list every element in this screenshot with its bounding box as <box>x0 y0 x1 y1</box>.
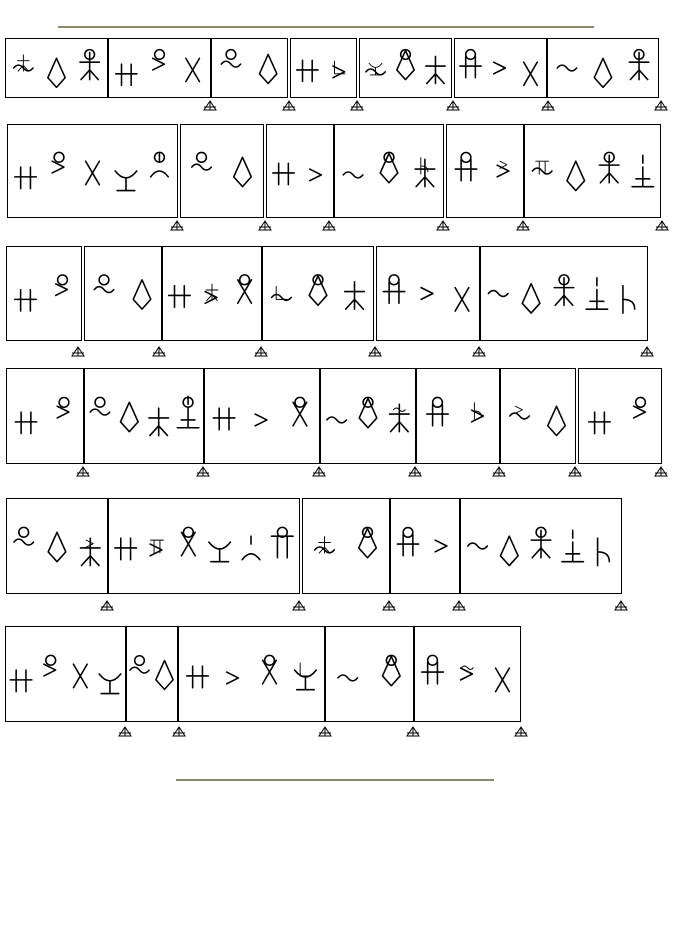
deity-glyph-box <box>5 626 126 722</box>
deity-glyph-box <box>547 38 659 98</box>
glyph-script <box>481 247 647 340</box>
glyph-script <box>127 627 177 721</box>
triangle-marker-icon <box>408 466 422 477</box>
glyph-script <box>303 499 389 593</box>
deity-marker <box>100 600 114 611</box>
glyph-script <box>109 39 210 97</box>
deity-glyph-box <box>6 368 84 464</box>
deity-marker <box>292 600 306 611</box>
triangle-marker-icon <box>406 726 420 737</box>
glyph-script <box>326 627 413 721</box>
glyph-script <box>360 39 451 97</box>
deity-glyph-box <box>108 38 211 98</box>
deity-marker <box>436 220 450 231</box>
triangle-marker-icon <box>292 600 306 611</box>
deity-marker <box>514 726 528 737</box>
triangle-marker-icon <box>368 346 382 357</box>
glyph-script <box>321 369 415 463</box>
glyph-script <box>179 627 324 721</box>
deity-glyph-box <box>162 246 262 341</box>
glyph-script <box>415 627 520 721</box>
glyph-script <box>85 369 203 463</box>
deity-marker <box>655 220 669 231</box>
glyph-script <box>455 39 546 97</box>
deity-marker <box>516 220 530 231</box>
triangle-marker-icon <box>654 100 668 111</box>
triangle-marker-icon <box>514 726 528 737</box>
glyph-script <box>377 247 479 340</box>
triangle-marker-icon <box>382 600 396 611</box>
glyph-script <box>291 39 356 97</box>
deity-glyph-box <box>500 368 576 464</box>
deity-glyph-box <box>446 124 524 218</box>
deity-glyph-box <box>211 38 288 98</box>
deity-glyph-box <box>126 626 178 722</box>
title-underline <box>58 26 594 28</box>
triangle-marker-icon <box>196 466 210 477</box>
triangle-marker-icon <box>492 466 506 477</box>
glyph-script <box>85 247 161 340</box>
triangle-marker-icon <box>100 600 114 611</box>
triangle-marker-icon <box>654 466 668 477</box>
deity-glyph-box <box>334 124 444 218</box>
deity-marker <box>472 346 486 357</box>
deity-glyph-box <box>454 38 547 98</box>
glyph-script <box>6 39 107 97</box>
deity-glyph-box <box>480 246 648 341</box>
glyph-script <box>447 125 523 217</box>
deity-marker <box>322 220 336 231</box>
deity-marker <box>446 100 460 111</box>
deity-glyph-box <box>108 498 300 594</box>
glyph-script <box>7 369 83 463</box>
glyph-script <box>212 39 287 97</box>
glyph-script <box>8 125 177 217</box>
glyph-script <box>548 39 658 97</box>
deity-marker <box>254 346 268 357</box>
deity-glyph-box <box>6 246 82 341</box>
deity-marker <box>172 726 186 737</box>
triangle-marker-icon <box>436 220 450 231</box>
deity-marker <box>654 466 668 477</box>
deity-glyph-box <box>359 38 452 98</box>
triangle-marker-icon <box>350 100 364 111</box>
triangle-marker-icon <box>322 220 336 231</box>
other-beings-underline <box>176 779 494 781</box>
triangle-marker-icon <box>614 600 628 611</box>
triangle-marker-icon <box>170 220 184 231</box>
glyph-script <box>335 125 443 217</box>
deity-glyph-box <box>460 498 622 594</box>
glyph-script <box>391 499 459 593</box>
glyph-script <box>501 369 575 463</box>
glyph-script <box>7 499 107 593</box>
glyph-script <box>205 369 319 463</box>
deity-marker <box>382 600 396 611</box>
deity-glyph-box <box>84 246 162 341</box>
triangle-marker-icon <box>118 726 132 737</box>
deity-glyph-box <box>262 246 374 341</box>
triangle-marker-icon <box>568 466 582 477</box>
deity-marker <box>76 466 90 477</box>
deity-glyph-box <box>7 124 178 218</box>
deity-glyph-box <box>5 38 108 98</box>
deity-marker <box>152 346 166 357</box>
deity-glyph-box <box>302 498 390 594</box>
triangle-marker-icon <box>203 100 217 111</box>
deity-marker <box>170 220 184 231</box>
deity-marker <box>118 726 132 737</box>
triangle-marker-icon <box>254 346 268 357</box>
deity-glyph-box <box>266 124 334 218</box>
triangle-marker-icon <box>452 600 466 611</box>
triangle-marker-icon <box>282 100 296 111</box>
deity-glyph-box <box>325 626 414 722</box>
deity-glyph-box <box>376 246 480 341</box>
deity-glyph-box <box>204 368 320 464</box>
deity-marker <box>71 346 85 357</box>
glyph-script <box>417 369 499 463</box>
deity-marker <box>406 726 420 737</box>
deity-glyph-box <box>524 124 661 218</box>
deity-glyph-box <box>390 498 460 594</box>
deity-marker <box>654 100 668 111</box>
deity-marker <box>568 466 582 477</box>
glyph-script <box>267 125 333 217</box>
deity-glyph-box <box>416 368 500 464</box>
deity-marker <box>368 346 382 357</box>
deity-marker <box>408 466 422 477</box>
deity-marker <box>312 466 326 477</box>
deity-marker <box>203 100 217 111</box>
glyph-script <box>263 247 373 340</box>
deity-glyph-box <box>178 626 325 722</box>
triangle-marker-icon <box>541 100 555 111</box>
triangle-marker-icon <box>655 220 669 231</box>
triangle-marker-icon <box>516 220 530 231</box>
triangle-marker-icon <box>76 466 90 477</box>
glyph-script <box>163 247 261 340</box>
triangle-marker-icon <box>258 220 272 231</box>
deity-glyph-box <box>180 124 264 218</box>
deity-glyph-box <box>320 368 416 464</box>
deity-glyph-box <box>290 38 357 98</box>
deity-marker <box>282 100 296 111</box>
glyph-script <box>579 369 661 463</box>
deity-marker <box>318 726 332 737</box>
deity-glyph-box <box>414 626 521 722</box>
deity-glyph-box <box>578 368 662 464</box>
deity-marker <box>614 600 628 611</box>
triangle-marker-icon <box>172 726 186 737</box>
triangle-marker-icon <box>312 466 326 477</box>
deity-marker <box>452 600 466 611</box>
glyph-script <box>525 125 660 217</box>
triangle-marker-icon <box>318 726 332 737</box>
triangle-marker-icon <box>446 100 460 111</box>
triangle-marker-icon <box>640 346 654 357</box>
glyph-script <box>7 247 81 340</box>
triangle-marker-icon <box>71 346 85 357</box>
deity-marker <box>350 100 364 111</box>
glyph-script <box>461 499 621 593</box>
glyph-script <box>181 125 263 217</box>
deity-marker <box>258 220 272 231</box>
triangle-marker-icon <box>152 346 166 357</box>
deity-marker <box>541 100 555 111</box>
triangle-marker-icon <box>472 346 486 357</box>
deity-glyph-box <box>6 498 108 594</box>
deity-marker <box>640 346 654 357</box>
glyph-script <box>109 499 299 593</box>
glyph-script <box>6 627 125 721</box>
deity-marker <box>196 466 210 477</box>
deity-marker <box>492 466 506 477</box>
deity-glyph-box <box>84 368 204 464</box>
